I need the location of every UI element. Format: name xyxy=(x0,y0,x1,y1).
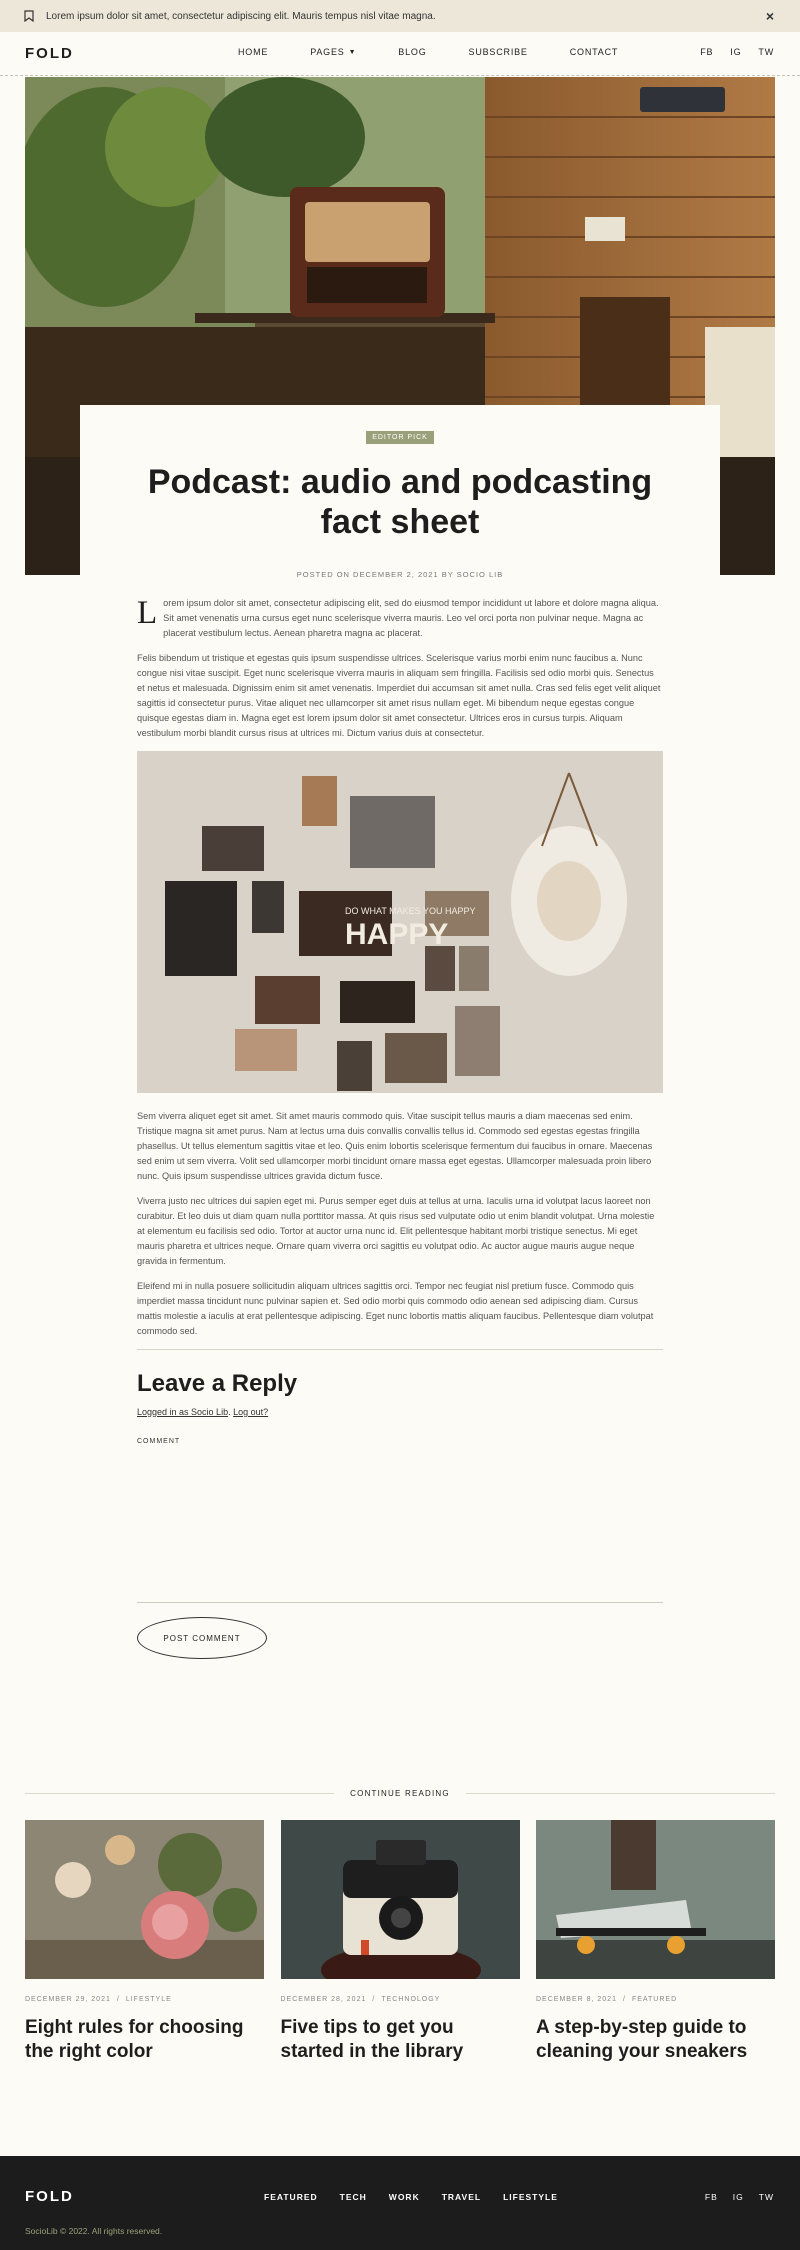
paragraph-5: Eleifend mi in nulla posuere sollicitudin aliquam ultrices sagittis orci. Tempor nec feugiat nisl pretium fusce. Commodo quis imperdiet massa tincidunt nunc pulvinar sapien et. Sed odio morbi quis commodo odio aenean sed adipiscing diam. Cursus mattis molestie a iaculis at erat pellentesque adipiscing. Eget nunc lobortis mattis aliquam faucibus. Pellentesque diam volutpat commodo sed. xyxy=(137,1281,654,1336)
footer-social xyxy=(690,2192,774,2202)
paragraph-3: Sem viverra aliquet eget sit amet. Sit amet mauris commodo quis. Vitae suscipit tellus mauris a diam maecenas sed enim. Tristique magna sit amet purus. Nam at lectus urna duis convallis convallis tellus id. Commodo sed egestas egestas fringilla phasellus. Ut tellus elementum sagittis vitae et leo. Quis enim lobortis scelerisque fermentum dui faucibus in ornare. Maecenas sed enim ut sem viverra. Volit sed ullamcorper morbi tincidunt ornare massa eget egestas. Ullamcorper malesuada proin libero nunc. Quis ipsum suspendisse ultrices gravida dictum fusce. xyxy=(137,1111,653,1181)
footer-logo[interactable]: FOLD xyxy=(25,2188,74,2205)
footer-social-ig-link[interactable]: IG xyxy=(732,2192,744,2202)
nav-contact[interactable]: CONTACT xyxy=(569,47,619,57)
paragraph-1: L orem ipsum dolor sit amet, consectetur adipiscing elit, sed do eiusmod tempor incididunt ut labore et dolore magna aliqua. Sit amet venenatis urna cursus eget nunc scelerisque viverra mauris. Leo vel orci porta non pulvinar neque. Magna ac placerat vestibulum lectus. Aenean pharetra magna ac placerat. xyxy=(137,595,659,638)
post-title: Podcast: audio and podcasting fact sheet xyxy=(147,463,653,541)
related-post-meta: DECEMBER 29, 2021 / LIFESTYLE xyxy=(25,1996,172,2003)
header-social xyxy=(683,47,774,57)
comment-textarea[interactable] xyxy=(137,1453,663,1603)
article-image xyxy=(137,751,663,1093)
related-post-image[interactable] xyxy=(536,1820,775,1979)
paragraph-2: Felis bibendum ut tristique et egestas quis ipsum suspendisse ultrices. Scelerisque varius morbi enim nunc faucibus a. Nunc congue nisi vitae suscipit. Eget nunc scelerisque viverra mauris in aliquam sem fringilla. Facilisis sed odio morbi quis. Senectus et netus et malesuada. Dignissim enim sit amet venenatis. Imperdiet dui accumsan sit amet nulla. Cras sed felis eget velit aliquet sagittis id consectetur purus. Vitae aliquet nec ullamcorper sit amet risus nullam eget. Mi bibendum neque egestas congue quisque egestas diam in. Magna eget est lorem ipsum dolor sit amet consectetur. Ultrices eros in cursus turpis. Aliquam vestibulum morbi blandit cursus risus at ultrices mi. Dictum varius duis at consectetur. xyxy=(137,653,661,738)
main-nav xyxy=(238,47,660,57)
sign-text: DO WHAT MAKES YOU HAPPY xyxy=(345,906,476,916)
related-post-meta: DECEMBER 28, 2021 / TECHNOLOGY xyxy=(280,1996,441,2003)
footer-social-fb-link[interactable]: FB xyxy=(704,2192,718,2202)
comment-label: COMMENT xyxy=(137,1438,181,1445)
nav-home[interactable]: HOME xyxy=(238,47,269,57)
announcement-bar xyxy=(0,0,800,32)
post-comment-button[interactable]: POST COMMENT xyxy=(137,1617,267,1659)
related-post-image[interactable] xyxy=(25,1820,264,1979)
divider-line xyxy=(25,1793,334,1794)
footer-nav xyxy=(264,2192,580,2202)
editor-pick-badge[interactable]: EDITOR PICK xyxy=(366,431,434,444)
footer-social-tw-link[interactable]: TW xyxy=(758,2192,774,2202)
nav-subscribe[interactable]: SUBSCRIBE xyxy=(468,47,528,57)
sign-happy-graphic: HAPPY xyxy=(345,918,449,951)
related-posts xyxy=(25,1820,775,2064)
social-fb-link[interactable]: FB xyxy=(700,47,714,57)
drop-cap: L xyxy=(137,595,158,631)
related-post-card[interactable] xyxy=(25,1820,264,2064)
section-divider xyxy=(137,1349,663,1350)
footer-nav-travel[interactable]: TRAVEL xyxy=(441,2192,482,2202)
footer-nav-tech[interactable]: TECH xyxy=(339,2192,367,2202)
site-logo[interactable]: FOLD xyxy=(25,45,74,62)
divider-line xyxy=(466,1793,775,1794)
log-out-link[interactable]: Log out? xyxy=(233,1407,269,1417)
chevron-down-icon: ▼ xyxy=(348,48,357,56)
logged-in-link[interactable]: Logged in as Socio Lib xyxy=(137,1407,229,1417)
post-meta: POSTED ON DECEMBER 2, 2021 BY SOCIO LIB xyxy=(296,570,504,579)
footer-nav-featured[interactable]: FEATURED xyxy=(264,2192,318,2202)
nav-blog[interactable]: BLOG xyxy=(398,47,427,57)
related-post-title[interactable]: A step-by-step guide to cleaning your sneakers xyxy=(536,2017,748,2062)
related-post-title[interactable]: Eight rules for choosing the right color xyxy=(25,2017,244,2062)
related-post-card[interactable] xyxy=(536,1820,775,2064)
article-body xyxy=(137,596,663,1659)
footer-nav-work[interactable]: WORK xyxy=(388,2192,420,2202)
related-post-image[interactable] xyxy=(281,1820,520,1979)
related-post-meta: DECEMBER 8, 2021 / FEATURED xyxy=(536,1996,678,2003)
close-icon[interactable]: × xyxy=(765,8,774,24)
announcement-text: Lorem ipsum dolor sit amet, consectetur adipiscing elit. Mauris tempus nisl vitae magna. xyxy=(46,10,436,22)
reply-title: Leave a Reply xyxy=(137,1370,298,1397)
copyright: SocioLib © 2022. All rights reserved. xyxy=(25,2226,163,2236)
continue-reading-heading xyxy=(25,1786,775,1800)
social-tw-link[interactable]: TW xyxy=(758,47,774,57)
paragraph-4: Viverra justo nec ultrices dui sapien eget mi. Purus semper eget duis at tellus at urna. Iaculis urna id volutpat lacus laoreet non curabitur. Et leo duis ut diam quam nulla porttitor massa. At quis risus sed vulputate odio ut enim blandit volutpat. Urna molestie at elementum eu facilisis sed odio. Tortor at auctor urna nunc id. Elit pellentesque habitant morbi tristique senectus. Mi eget mauris pharetra et ultrices neque. Ornare quam viverra orci sagittis eu volutpat odio. Ac auctor augue mauris augue neque gravida in fermentum. xyxy=(137,1196,655,1266)
site-footer xyxy=(0,2156,800,2250)
related-post-card[interactable] xyxy=(281,1820,520,2064)
bookmark-icon xyxy=(24,10,34,22)
login-line: Logged in as Socio Lib. Log out? xyxy=(137,1407,269,1417)
related-post-title[interactable]: Five tips to get you started in the library xyxy=(280,2017,464,2062)
post-header-card xyxy=(80,405,720,625)
social-ig-link[interactable]: IG xyxy=(730,47,742,57)
footer-nav-lifestyle[interactable]: LIFESTYLE xyxy=(503,2192,558,2202)
site-header xyxy=(0,32,800,76)
nav-pages[interactable]: PAGES ▼ xyxy=(310,47,357,57)
continue-reading-label: CONTINUE READING xyxy=(350,1788,450,1798)
